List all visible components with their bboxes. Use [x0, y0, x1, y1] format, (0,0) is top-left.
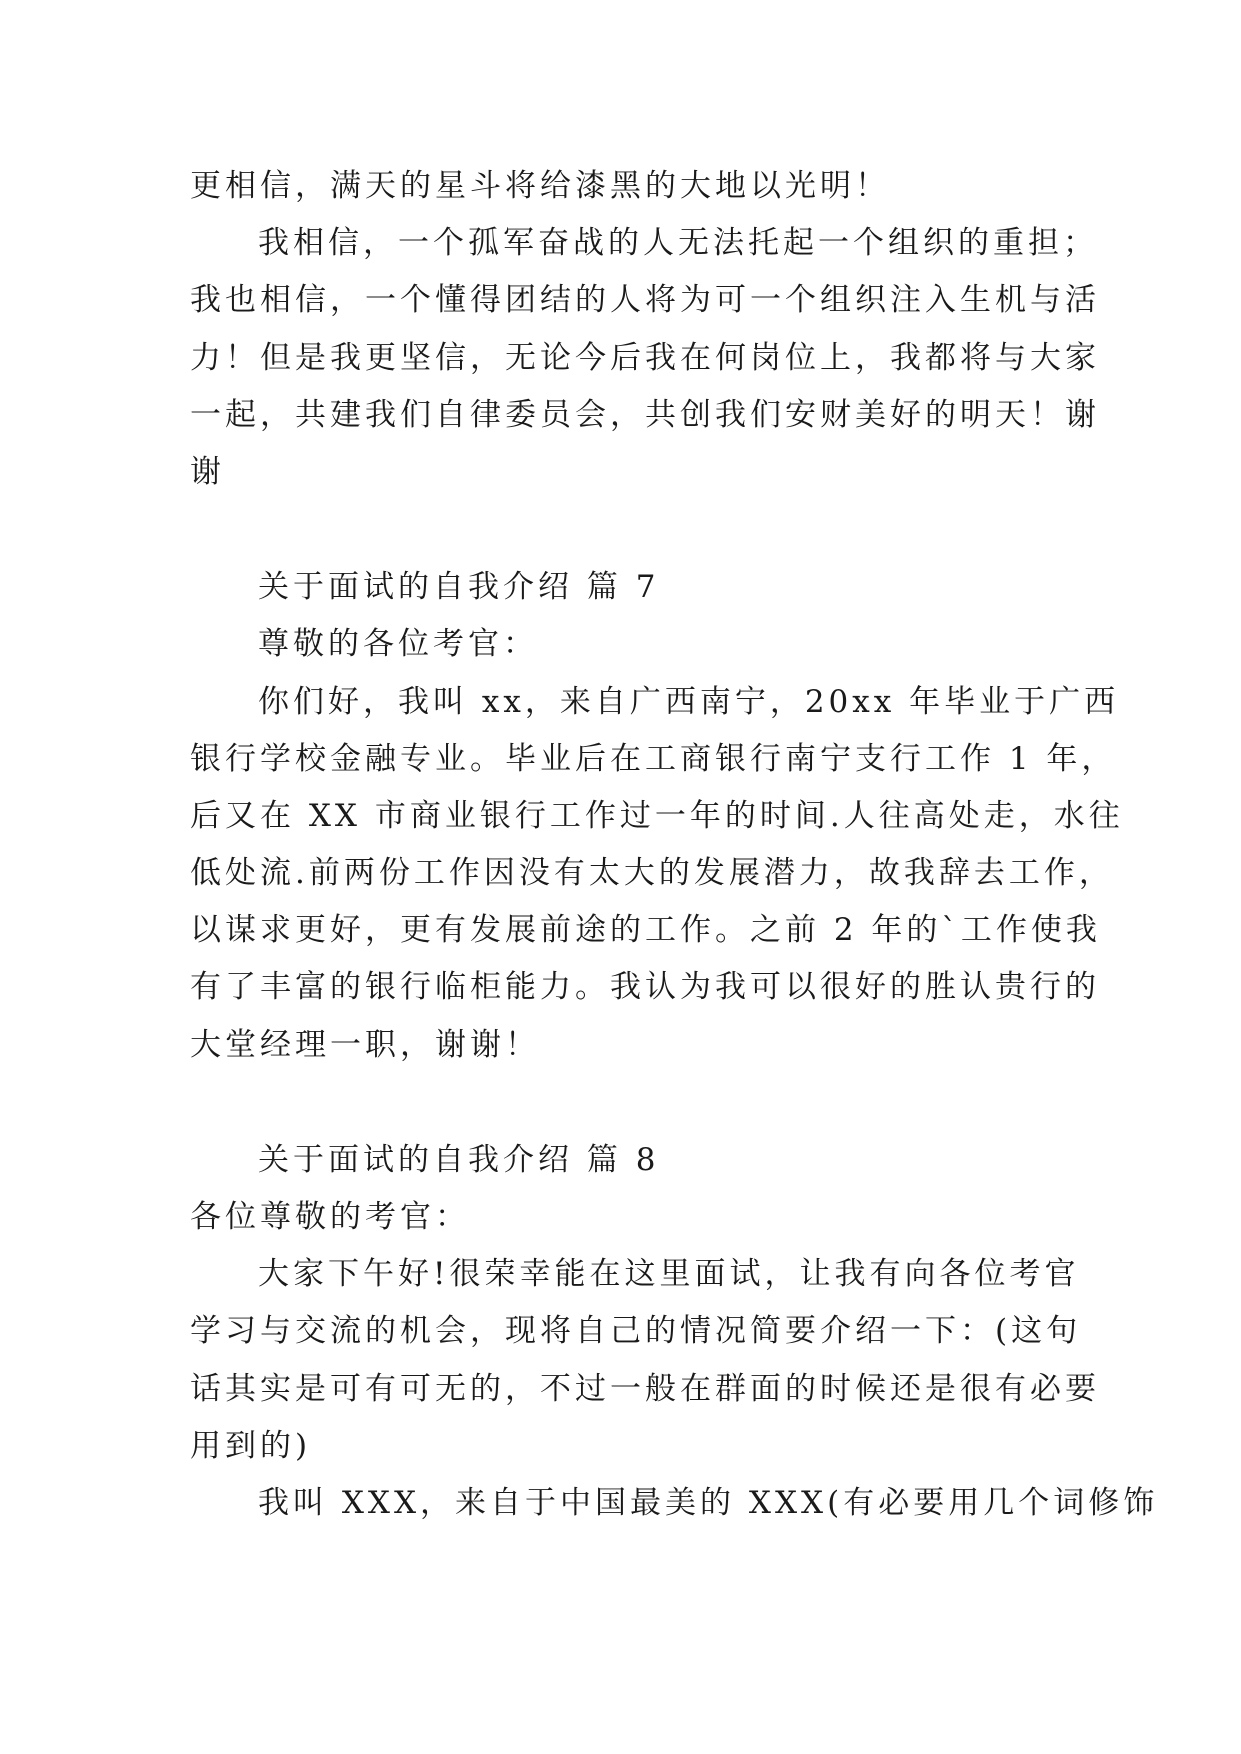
- section-7: [190, 559, 1124, 1074]
- paragraph-line: 一起，共建我们自律委员会，共创我们安财美好的明天！谢: [190, 396, 1100, 433]
- paragraph-line: 低处流.前两份工作因没有太大的发展潜力，故我辞去工作，: [190, 855, 1114, 892]
- paragraph-line: 更相信，满天的星斗将给漆黑的大地以光明！: [190, 168, 890, 204]
- section-heading: 关于面试的自我介绍 篇 8: [258, 1141, 660, 1178]
- section-heading: 关于面试的自我介绍 篇 7: [258, 569, 660, 606]
- paragraph-line: 我也相信，一个懂得团结的人将为可一个组织注入生机与活: [190, 282, 1100, 319]
- paragraph-line: 我叫 XXX，来自于中国最美的 XXX(有必要用几个词修饰: [258, 1484, 1159, 1521]
- paragraph-line: 银行学校金融专业。毕业后在工商银行南宁支行工作 1 年，: [190, 740, 1117, 777]
- section-8: [190, 1132, 1159, 1532]
- paragraph-line: 我相信，一个孤军奋战的人无法托起一个组织的重担；: [258, 225, 1098, 262]
- section-gap: [190, 501, 1060, 559]
- document-page: [190, 158, 1159, 1532]
- paragraph-line: 大家下午好!很荣幸能在这里面试，让我有向各位考官: [258, 1256, 1080, 1293]
- paragraph-line: 话其实是可有可无的，不过一般在群面的时候还是很有必要: [190, 1370, 1100, 1407]
- paragraph-line: 学习与交流的机会，现将自己的情况简要介绍一下：(这句: [190, 1313, 1082, 1350]
- paragraph-line: 以谋求更好，更有发展前途的工作。之前 2 年的`工作使我: [190, 912, 1101, 949]
- paragraph-line: 用到的): [190, 1427, 312, 1464]
- greeting: 尊敬的各位考官：: [258, 626, 538, 663]
- paragraph-line: 有了丰富的银行临柜能力。我认为我可以很好的胜认贵行的: [190, 969, 1100, 1006]
- paragraph-line: 你们好，我叫 xx，来自广西南宁，20xx 年毕业于广西: [258, 683, 1120, 720]
- greeting: 各位尊敬的考官：: [190, 1199, 470, 1235]
- paragraph-line: 后又在 XX 市商业银行工作过一年的时间.人往高处走，水往: [190, 797, 1124, 834]
- paragraph-line: 力！但是我更坚信，无论今后我在何岗位上，我都将与大家: [190, 339, 1100, 376]
- paragraph-line: 大堂经理一职，谢谢！: [190, 1026, 540, 1063]
- section-gap: [190, 1074, 1060, 1132]
- section-6-tail: [190, 158, 1100, 501]
- paragraph-line: 谢: [190, 453, 225, 490]
